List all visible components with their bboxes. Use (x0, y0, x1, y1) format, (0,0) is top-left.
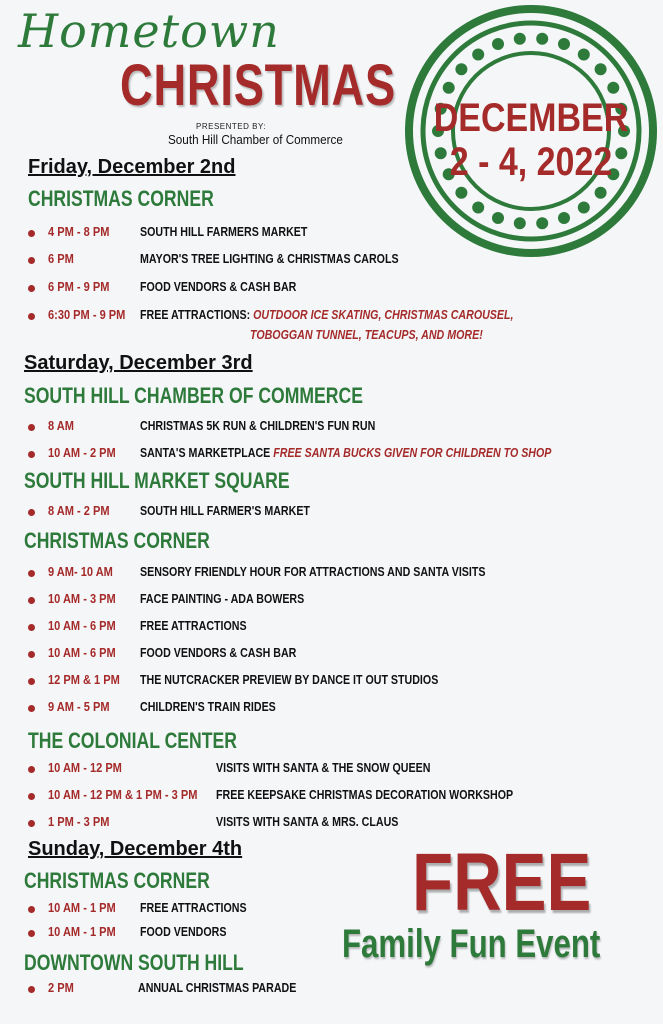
event-time: 4 PM - 8 PM (48, 224, 110, 239)
event-time: 10 AM - 12 PM & 1 PM - 3 PM (48, 787, 198, 802)
event-desc: FREE ATTRACTIONS (140, 618, 247, 633)
event-desc (140, 307, 514, 322)
event-time: 12 PM & 1 PM (48, 672, 120, 687)
event-desc: FREE ATTRACTIONS (140, 900, 247, 915)
presented-by-label: PRESENTED BY: (196, 122, 267, 131)
event-time: 10 AM - 12 PM (48, 760, 122, 775)
christmas-title: CHRISTMAS (120, 53, 396, 118)
list-item (28, 645, 648, 665)
list-item-continued (28, 327, 648, 347)
bullet-icon (28, 766, 35, 773)
list-item (28, 787, 648, 807)
bullet-icon (28, 313, 35, 320)
event-time: 1 PM - 3 PM (48, 814, 110, 829)
list-item (28, 307, 648, 327)
event-time: 8 AM - 2 PM (48, 503, 110, 518)
event-desc: FOOD VENDORS & CASH BAR (140, 279, 297, 294)
event-desc: SOUTH HILL FARMERS MARKET (140, 224, 308, 239)
event-time: 2 PM (48, 980, 74, 995)
list-item (28, 445, 648, 465)
list-item (28, 503, 648, 523)
event-time: 10 AM - 6 PM (48, 618, 116, 633)
bullet-icon (28, 820, 35, 827)
bullet-icon (28, 509, 35, 516)
bullet-icon (28, 906, 35, 913)
presenter-name: South Hill Chamber of Commerce (168, 132, 343, 147)
bullet-icon (28, 230, 35, 237)
stamp-dot-icon (578, 202, 590, 214)
stamp-dot-icon (595, 187, 607, 199)
event-note-continued: TOBOGGAN TUNNEL, TEACUPS, AND MORE! (250, 327, 483, 342)
list-item (28, 279, 648, 299)
free-banner: FREE (412, 837, 592, 928)
saturday-heading: Saturday, December 3rd (24, 352, 253, 374)
bullet-icon (28, 705, 35, 712)
event-desc: FACE PAINTING - ADA BOWERS (140, 591, 305, 606)
list-item (28, 760, 648, 780)
date-stamp (404, 4, 658, 258)
bullet-icon (28, 651, 35, 658)
stamp-month: DECEMBER (433, 96, 629, 140)
bullet-icon (28, 986, 35, 993)
list-item (28, 672, 648, 692)
event-desc: ANNUAL CHRISTMAS PARADE (138, 980, 297, 995)
stamp-dot-icon (472, 202, 484, 214)
stamp-dot-icon (578, 49, 590, 61)
sunday-heading: Sunday, December 4th (28, 838, 243, 860)
list-item (28, 224, 648, 244)
event-note: OUTDOOR ICE SKATING, CHRISTMAS CAROUSEL, (253, 307, 514, 322)
bullet-icon (28, 678, 35, 685)
event-desc: FOOD VENDORS (140, 924, 227, 939)
saturday-section-market-square: SOUTH HILL MARKET SQUARE (24, 468, 290, 493)
event-desc: FOOD VENDORS & CASH BAR (140, 645, 297, 660)
stamp-dot-icon (558, 212, 570, 224)
list-item (28, 591, 648, 611)
event-desc: MAYOR'S TREE LIGHTING & CHRISTMAS CAROLS (140, 251, 399, 266)
stamp-dot-icon (514, 33, 526, 45)
stamp-dot-icon (472, 49, 484, 61)
event-desc-text: SANTA'S MARKETPLACE (140, 445, 271, 460)
event-desc: CHRISTMAS 5K RUN & CHILDREN'S FUN RUN (140, 418, 376, 433)
bullet-icon (28, 930, 35, 937)
event-time: 10 AM - 2 PM (48, 445, 116, 460)
event-time: 9 AM- 10 AM (48, 564, 113, 579)
event-desc: VISITS WITH SANTA & MRS. CLAUS (216, 814, 399, 829)
event-time: 6:30 PM - 9 PM (48, 307, 126, 322)
list-item (28, 814, 648, 834)
stamp-dot-icon (455, 63, 467, 75)
bullet-icon (28, 285, 35, 292)
bullet-icon (28, 424, 35, 431)
event-desc: VISITS WITH SANTA & THE SNOW QUEEN (216, 760, 431, 775)
list-item (28, 251, 648, 271)
event-time: 9 AM - 5 PM (48, 699, 110, 714)
event-time: 6 PM - 9 PM (48, 279, 110, 294)
friday-heading: Friday, December 2nd (28, 156, 236, 178)
stamp-dot-icon (607, 82, 619, 94)
stamp-dot-icon (595, 63, 607, 75)
event-time: 10 AM - 3 PM (48, 591, 116, 606)
hometown-script-title: Hometown (18, 4, 280, 58)
saturday-section-colonial-center: THE COLONIAL CENTER (28, 728, 237, 753)
bullet-icon (28, 257, 35, 264)
event-desc (140, 445, 551, 460)
event-desc: SENSORY FRIENDLY HOUR FOR ATTRACTIONS AND SANTA VISITS (140, 564, 486, 579)
sunday-section-downtown: DOWNTOWN SOUTH HILL (24, 950, 244, 975)
bullet-icon (28, 597, 35, 604)
event-desc: SOUTH HILL FARMER'S MARKET (140, 503, 310, 518)
sunday-section-christmas-corner: CHRISTMAS CORNER (24, 868, 210, 893)
event-time: 10 AM - 1 PM (48, 924, 116, 939)
event-time: 6 PM (48, 251, 74, 266)
event-time: 10 AM - 6 PM (48, 645, 116, 660)
list-item (28, 699, 648, 719)
stamp-dot-icon (536, 33, 548, 45)
list-item (28, 564, 648, 584)
bullet-icon (28, 624, 35, 631)
saturday-section-chamber: SOUTH HILL CHAMBER OF COMMERCE (24, 383, 363, 408)
event-time: 8 AM (48, 418, 74, 433)
event-note: FREE SANTA BUCKS GIVEN FOR CHILDREN TO SHOP (273, 445, 552, 460)
event-desc: THE NUTCRACKER PREVIEW BY DANCE IT OUT STUDIOS (140, 672, 439, 687)
event-desc: FREE KEEPSAKE CHRISTMAS DECORATION WORKSHOP (216, 787, 514, 802)
stamp-dot-icon (558, 38, 570, 50)
bullet-icon (28, 451, 35, 458)
friday-section-christmas-corner: CHRISTMAS CORNER (28, 186, 214, 211)
event-time: 10 AM - 1 PM (48, 900, 116, 915)
bullet-icon (28, 570, 35, 577)
family-fun-tagline: Family Fun Event (342, 922, 601, 966)
list-item (28, 618, 648, 638)
bullet-icon (28, 793, 35, 800)
list-item (28, 418, 648, 438)
stamp-dot-icon (492, 38, 504, 50)
stamp-dot-icon (455, 187, 467, 199)
saturday-section-christmas-corner: CHRISTMAS CORNER (24, 528, 210, 553)
stamp-dates: 2 - 4, 2022 (449, 140, 613, 184)
event-desc: CHILDREN'S TRAIN RIDES (140, 699, 276, 714)
event-desc-text: FREE ATTRACTIONS: (140, 307, 251, 322)
stamp-dot-icon (443, 82, 455, 94)
stamp-dot-icon (492, 212, 504, 224)
list-item (28, 980, 648, 1000)
